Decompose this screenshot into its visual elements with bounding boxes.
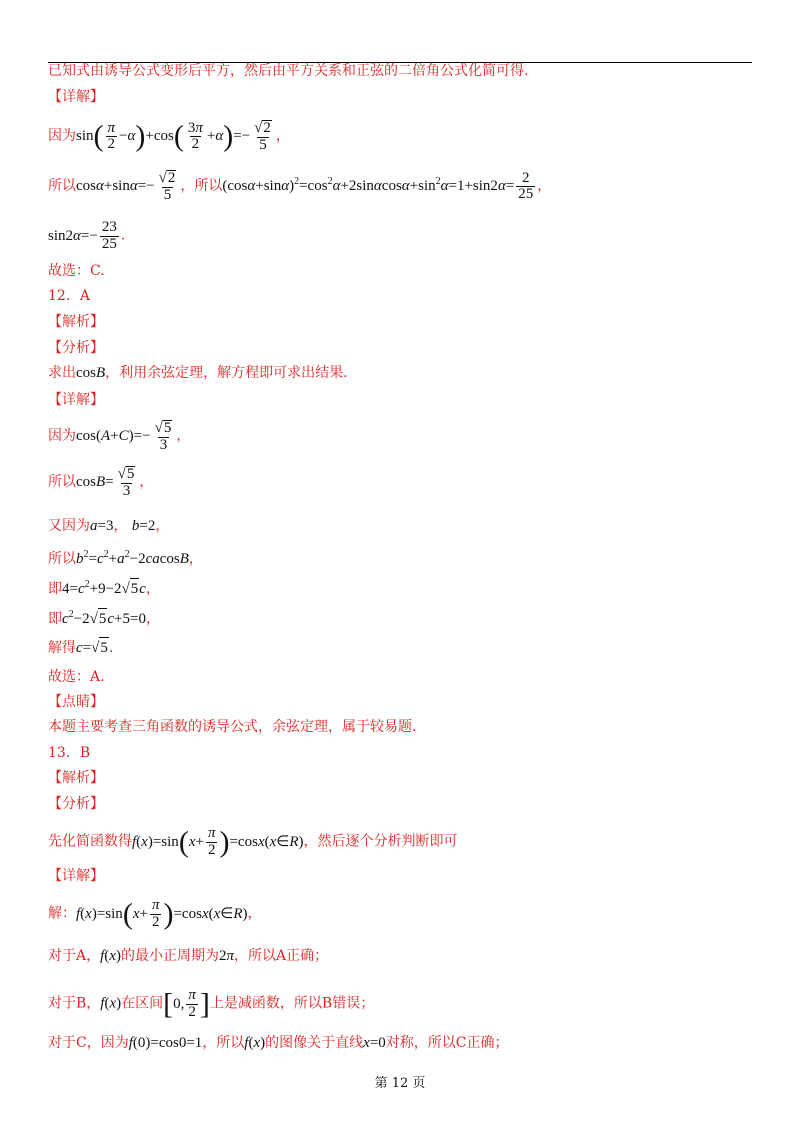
equation-line: 所以$b^2=c^2+a^2-2cacosB$， bbox=[48, 549, 203, 567]
section-label: 【详解】 bbox=[48, 392, 104, 408]
answer-line: 故选：A. bbox=[48, 669, 105, 685]
equation-line: 所以cosB= $\frac{√5}{3}$ ， bbox=[48, 466, 154, 499]
comment-text: 本题主要考查三角函数的诱导公式，余弦定理，属于较易题. bbox=[48, 719, 417, 735]
section-label: 【分析】 bbox=[48, 340, 104, 356]
section-label: 【点睛】 bbox=[48, 694, 104, 710]
equation-line: 解：f(x)=sin(x+ $\frac{\pi}{2}$ )=cosx(x∈R)， bbox=[48, 897, 262, 931]
answer-line: 故选：C. bbox=[48, 263, 105, 279]
equation-line: 因为cos(A+C)=− $\frac{√5}{3}$ ， bbox=[48, 420, 191, 453]
equation-line: 即$4=c^2+9-2√5c$， bbox=[48, 579, 160, 597]
equation-line: 因为sin( $\frac{\pi}{2}$ −α)+cos( $\frac{3\pi}{2}$ +α)=− $\frac{√2}{5}$ ， bbox=[48, 119, 290, 153]
section-label: 【解析】 bbox=[48, 770, 104, 786]
page-number: 第 12 页 bbox=[374, 1076, 426, 1091]
question-number: 12．A bbox=[48, 288, 90, 304]
equation-line: 又因为a=3， b=2， bbox=[48, 518, 170, 534]
option-analysis: 对于B，f(x)在区间[0, $\frac{\pi}{2}$ ]上是减函数，所以B错误； bbox=[48, 987, 375, 1021]
option-analysis: 对于C，因为f(0)=cos0=1，所以f(x)的图像关于直线x=0对称，所以C正确； bbox=[48, 1035, 509, 1051]
section-label: 【详解】 bbox=[48, 868, 104, 884]
analysis-text: 先化简函数得f(x)=sin(x+ $\frac{\pi}{2}$ )=cosx(x∈R)，然后逐个分析判断即可 bbox=[48, 825, 458, 859]
equation-line: 即$c^2-2√5c+5=0$， bbox=[48, 609, 160, 627]
section-label: 【详解】 bbox=[48, 89, 104, 105]
equation-line: 所以cosα+sinα=− $\frac{√2}{5}$ ，所以$(\cos\alpha+\sin\alpha)^2=\cos^2\alpha+2\sin\alpha\cos\alpha+\sin^2\alpha=1+\sin 2\alpha=$ $\frac{2}{25}$ ， bbox=[48, 169, 552, 203]
section-label: 【分析】 bbox=[48, 796, 104, 812]
analysis-text: 求出cosB，利用余弦定理，解方程即可求出结果. bbox=[48, 365, 348, 381]
section-label: 【解析】 bbox=[48, 314, 104, 330]
question-number: 13．B bbox=[48, 745, 91, 761]
option-analysis: 对于A，f(x)的最小正周期为2π，所以A正确； bbox=[48, 948, 329, 964]
equation-line: sin2α=− $\frac{23}{25}$ . bbox=[48, 219, 126, 252]
equation-line: 解得c=√5. bbox=[48, 637, 113, 658]
analysis-text: 已知式由诱导公式变形后平方，然后由平方关系和正弦的二倍角公式化简可得. bbox=[48, 63, 529, 79]
